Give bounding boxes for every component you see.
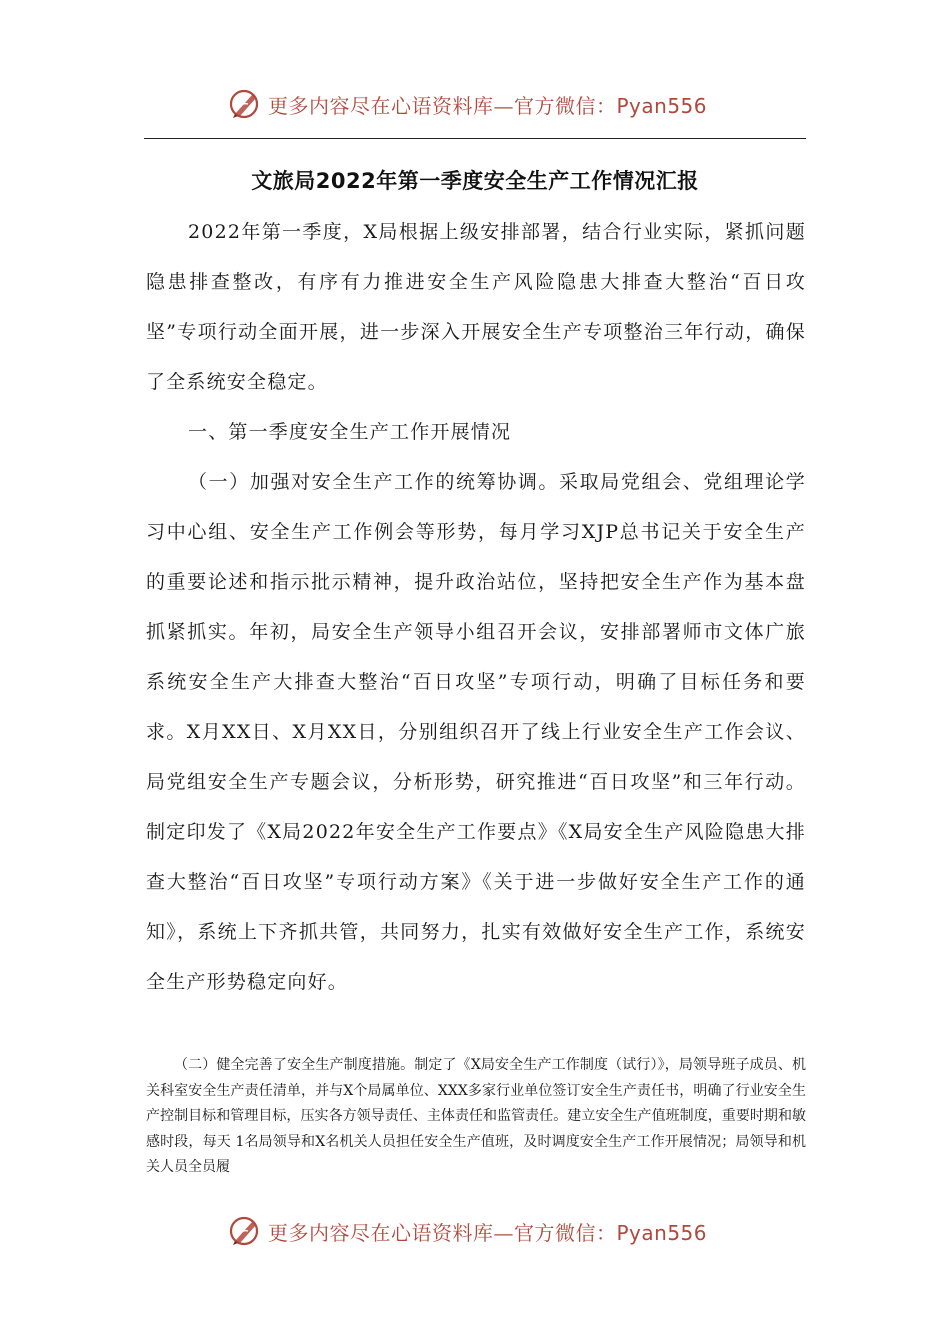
document-title: 文旅局2022年第一季度安全生产工作情况汇报	[251, 169, 699, 193]
paragraph-coordination: （一）加强对安全生产工作的统筹协调。采取局党组会、党组理论学习中心组、安全生产工作例会等形势，每月学习XJP总书记关于安全生产的重要论述和指示批示精神，提升政治站位，坚持把安全生产作为基本盘抓紧抓实。年初，局安全生产领导小组召开会议，安排部署师市文体广旅系统安全生产大排查大整治“百日攻坚”专项行动，明确了目标任务和要求。X月XX日、X月XX日，分别组织召开了线上行业安全生产工作会议、局党组安全生产专题会议，分析形势，研究推进“百日攻坚”和三年行动。制定印发了《X局2022年安全生产工作要点》《X局安全生产风险隐患大排查大整治“百日攻坚”专项行动方案》《关于进一步做好安全生产工作的通知》，系统上下齐抓共管，共同努力，扎实有效做好安全生产工作，系统安全生产形势稳定向好。	[146, 471, 806, 993]
footer-watermark	[0, 1211, 950, 1251]
section-heading: 一、第一季度安全生产工作开展情况	[188, 421, 512, 443]
pen-logo-icon	[228, 1214, 262, 1248]
document-body	[146, 207, 806, 1007]
paragraph-intro: 2022年第一季度，X局根据上级安排部署，结合行业实际，紧抓问题隐患排查整改，有序有力推进安全生产风险隐患大排查大整治“百日攻坚”专项行动全面开展，进一步深入开展安全生产专项整治三年行动，确保了全系统安全稳定。	[146, 221, 806, 393]
watermark-wechat-id: Pyan556	[616, 1220, 708, 1245]
paragraph-system-measures: （二）健全完善了安全生产制度措施。制定了《X局安全生产工作制度（试行）》，局领导班子成员、机关科室安全生产责任清单，并与X个局属单位、XXX多家行业单位签订安全生产责任书，明确了行业安全生产控制目标和管理目标，压实各方领导责任、主体责任和监管责任。建立安全生产值班制度，重要时期和敏感时段，每天 1名局领导和X名机关人员担任安全生产值班，及时调度安全生产工作开展情况；局领导和机关人员全员履	[146, 1057, 806, 1175]
pen-logo-icon	[228, 87, 262, 121]
watermark-wechat-id: Pyan556	[616, 93, 708, 118]
header-watermark	[0, 84, 950, 124]
watermark-text: 更多内容尽在心语资料库—官方微信：Pyan556	[268, 93, 708, 118]
header-divider	[144, 138, 806, 139]
watermark-text: 更多内容尽在心语资料库—官方微信：Pyan556	[268, 1220, 708, 1245]
